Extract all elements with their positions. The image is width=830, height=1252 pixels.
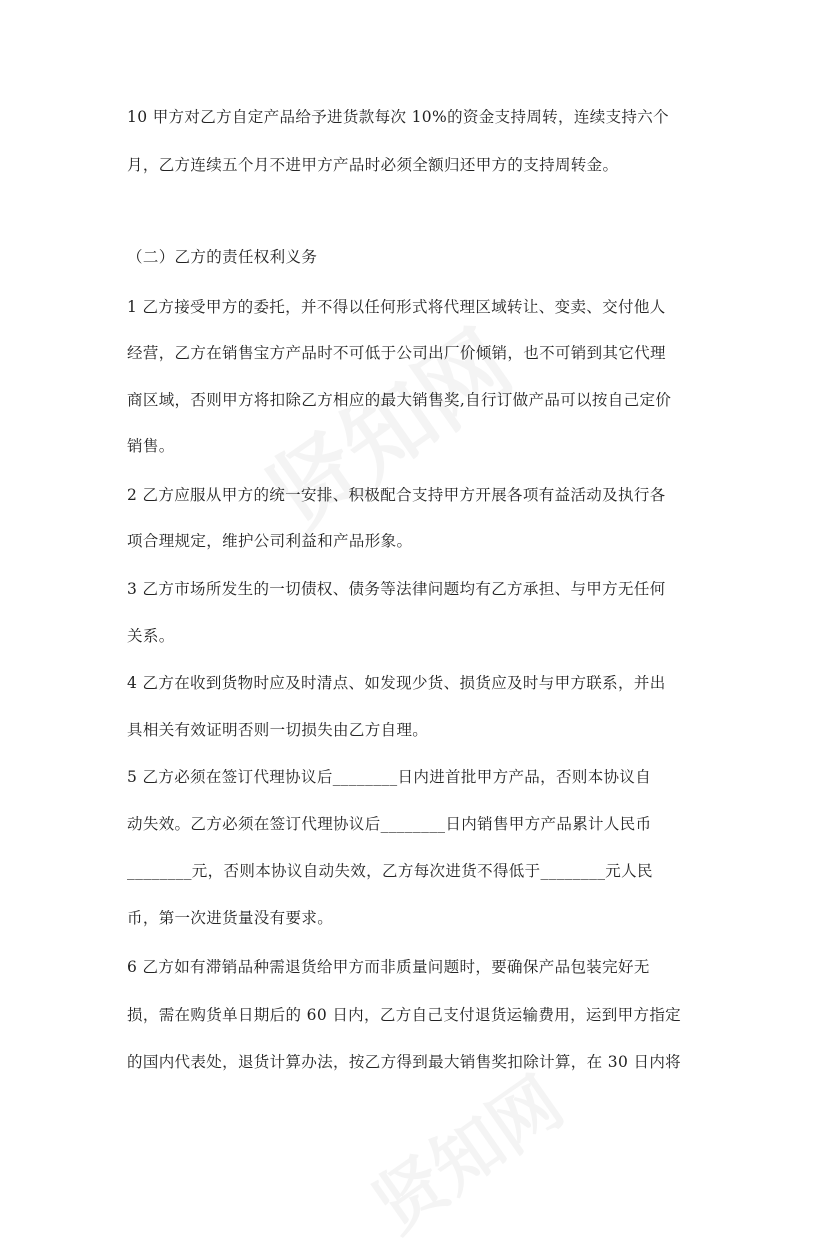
text-line: 1 乙方接受甲方的委托，并不得以任何形式将代理区域转让、变卖、交付他人 — [127, 298, 666, 316]
text-line: ________元，否则本协议自动失效，乙方每次进货不得低于________元人民 — [127, 862, 653, 880]
text-line: 损，需在购货单日期后的 60 日内，乙方自己支付退货运输费用，运到甲方指定 — [127, 1006, 682, 1024]
text-line: 经营，乙方在销售宝方产品时不可低于公司出厂价倾销，也不可销到其它代理 — [127, 344, 666, 362]
text-line: 月，乙方连续五个月不进甲方产品时必须全额归还甲方的支持周转金。 — [127, 156, 619, 174]
text-line: 商区域，否则甲方将扣除乙方相应的最大销售奖,自行订做产品可以按自己定价 — [127, 391, 672, 409]
text-line: 具相关有效证明否则一切损失由乙方自理。 — [127, 721, 429, 739]
text-line: 2 乙方应服从甲方的统一安排、积极配合支持甲方开展各项有益活动及执行各 — [127, 486, 666, 504]
text-line: 3 乙方市场所发生的一切债权、债务等法律问题均有乙方承担、与甲方无任何 — [127, 580, 666, 598]
text-line: 10 甲方对乙方自定产品给予进货款每次 10%的资金支持周转，连续支持六个 — [127, 108, 669, 126]
text-line: 动失效。乙方必须在签订代理协议后________日内销售甲方产品累计人民币 — [127, 815, 652, 833]
watermark — [350, 1049, 580, 1252]
watermark-text — [359, 1061, 578, 1249]
text-line: 销售。 — [127, 437, 175, 455]
text-line: 关系。 — [127, 627, 175, 645]
watermark — [237, 294, 533, 555]
text-line: 4 乙方在收到货物时应及时清点、如发现少货、损货应及时与甲方联系，并出 — [127, 674, 666, 692]
text-line: 6 乙方如有滞销品种需退货给甲方而非质量问题时，要确保产品包装完好无 — [127, 958, 650, 976]
text-line: 5 乙方必须在签订代理协议后________日内进首批甲方产品，否则本协议自 — [127, 768, 652, 786]
text-line: 币，第一次进货量没有要求。 — [127, 909, 334, 927]
text-line: 项合理规定，维护公司利益和产品形象。 — [127, 532, 413, 550]
section-heading: （二）乙方的责任权利义务 — [127, 248, 318, 266]
text-line: 的国内代表处，退货计算办法，按乙方得到最大销售奖扣除计算，在 30 日内将 — [127, 1053, 682, 1071]
